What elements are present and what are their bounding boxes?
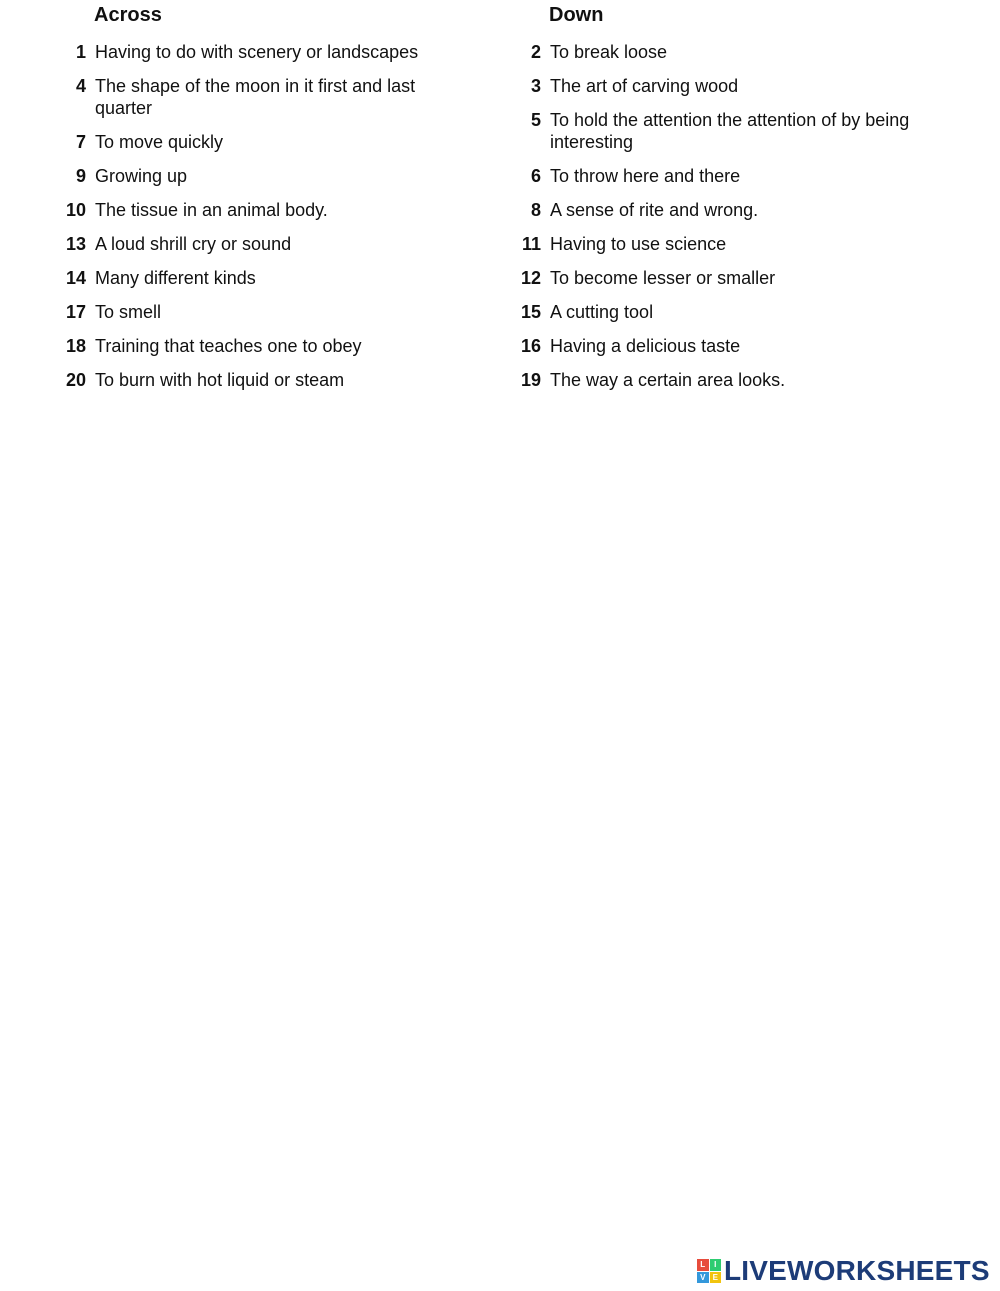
clue-number: 5 — [530, 110, 541, 130]
across-clue-list — [56, 41, 456, 391]
down-clue — [511, 335, 911, 357]
clue-text: To hold the attention the attention of by being interesting — [550, 110, 910, 152]
clue-text: The art of carving wood — [550, 76, 739, 96]
clue-number: 18 — [65, 336, 86, 356]
across-clue — [56, 301, 456, 323]
down-clue — [511, 369, 911, 391]
clue-text: Training that teaches one to obey — [95, 336, 362, 356]
down-clue — [511, 109, 911, 153]
across-clue — [56, 75, 456, 119]
clue-number: 8 — [530, 200, 541, 220]
clue-number: 6 — [530, 166, 541, 186]
across-clue — [56, 199, 456, 221]
clue-number: 10 — [65, 200, 86, 220]
clue-number: 1 — [75, 42, 86, 62]
down-heading: Down — [549, 4, 604, 26]
down-clue — [511, 267, 911, 289]
across-clue — [56, 335, 456, 357]
clue-number: 14 — [65, 268, 86, 288]
down-clue — [511, 75, 911, 97]
clue-text: Having to do with scenery or landscapes — [95, 42, 419, 62]
across-clue — [56, 165, 456, 187]
clue-text: Many different kinds — [95, 268, 256, 288]
clue-number: 11 — [521, 234, 541, 254]
clue-text: Growing up — [95, 166, 188, 186]
across-clue — [56, 131, 456, 153]
down-column — [511, 0, 911, 403]
clue-number: 9 — [75, 166, 86, 186]
clue-number: 16 — [520, 336, 541, 356]
clue-text: To throw here and there — [550, 166, 741, 186]
clue-number: 3 — [530, 76, 541, 96]
clue-number: 4 — [75, 76, 86, 96]
down-clue — [511, 199, 911, 221]
clue-text: Having a delicious taste — [550, 336, 741, 356]
clue-text: To burn with hot liquid or steam — [95, 370, 345, 390]
clue-text: A sense of rite and wrong. — [550, 200, 759, 220]
clue-text: To break loose — [550, 42, 668, 62]
across-clue — [56, 267, 456, 289]
across-clue — [56, 233, 456, 255]
clue-text: To move quickly — [95, 132, 224, 152]
across-clue — [56, 369, 456, 391]
down-clue — [511, 301, 911, 323]
down-clue — [511, 165, 911, 187]
clue-number: 2 — [530, 42, 541, 62]
clue-text: The way a certain area looks. — [550, 370, 786, 390]
down-clue — [511, 41, 911, 63]
logo-wordmark: LIVEWORKSHEETS — [724, 1255, 990, 1286]
across-column — [56, 0, 456, 403]
logo-mark-letter: I — [710, 1259, 722, 1271]
across-heading: Across — [94, 4, 162, 26]
clue-number: 19 — [520, 370, 541, 390]
clue-number: 7 — [75, 132, 86, 152]
logo-mark-letter: E — [710, 1272, 722, 1284]
across-clue — [56, 41, 456, 63]
clue-number: 13 — [65, 234, 86, 254]
logo-mark-letter: V — [697, 1272, 709, 1284]
clue-number: 17 — [65, 302, 86, 322]
down-clue — [511, 233, 911, 255]
clue-number: 12 — [520, 268, 541, 288]
liveworksheets-mark-icon — [697, 1259, 721, 1283]
down-clue-list — [511, 41, 911, 391]
clue-number: 15 — [520, 302, 541, 322]
liveworksheets-logo — [697, 1256, 990, 1286]
clue-text: The tissue in an animal body. — [95, 200, 328, 220]
clue-text: A cutting tool — [550, 302, 654, 322]
clue-text: To smell — [95, 302, 162, 322]
clue-number: 20 — [65, 370, 86, 390]
clue-text: The shape of the moon in it first and last quarter — [95, 76, 416, 118]
clue-text: Having to use science — [550, 234, 727, 254]
clue-text: A loud shrill cry or sound — [95, 234, 292, 254]
logo-mark-letter: L — [697, 1259, 709, 1271]
clue-text: To become lesser or smaller — [550, 268, 776, 288]
